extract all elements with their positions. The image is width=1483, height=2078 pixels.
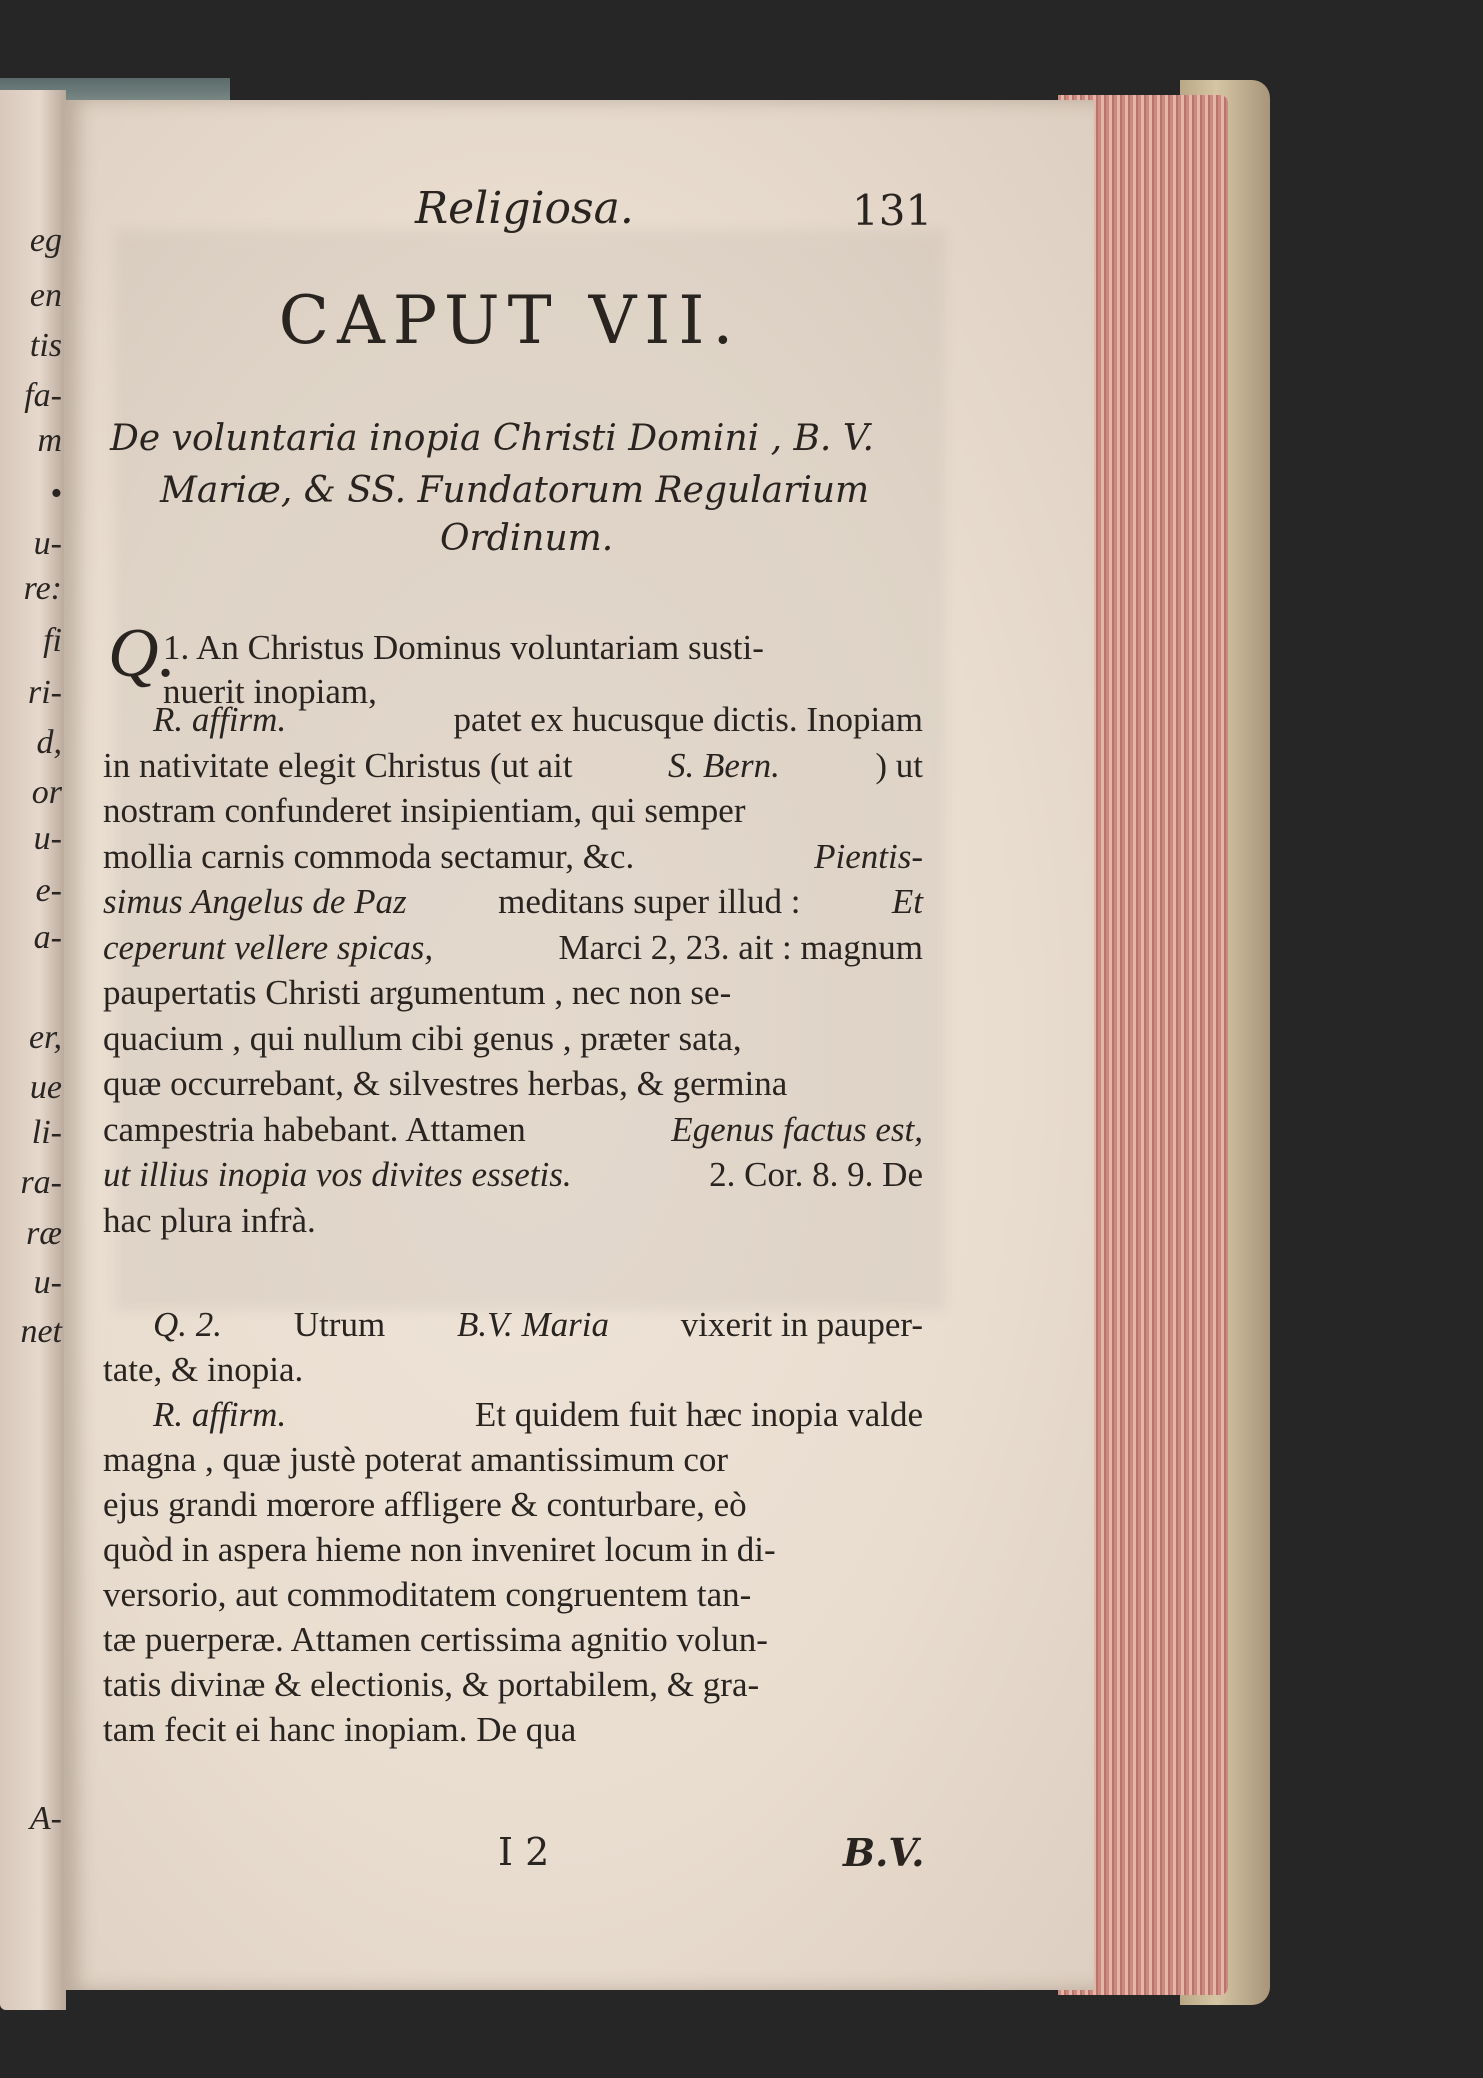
left-page-fragment: •: [50, 475, 62, 512]
left-page-fragment: li-: [31, 1114, 62, 1151]
text-segment: hac plura infrà.: [103, 1200, 316, 1240]
text-segment: ) ut: [875, 745, 923, 785]
left-page-fragment: u-: [33, 820, 62, 857]
left-page-fragment: ræ: [26, 1215, 62, 1252]
text-segment: tatis divinæ & electionis, & portabilem, & gra-: [103, 1665, 760, 1704]
text-line: [103, 1710, 923, 1750]
text-line: [153, 1305, 923, 1345]
text-line: [103, 837, 923, 877]
text-segment: tæ puerperæ. Attamen certissima agnitio volun-: [103, 1620, 768, 1659]
italic-text: Q. 2.: [153, 1305, 223, 1344]
text-segment: in nativitate elegit Christus (ut ait: [103, 745, 573, 785]
left-page-fragment: eg: [29, 222, 62, 259]
text-segment: campestria habebant. Attamen: [103, 1109, 526, 1149]
text-segment: Marci 2, 23. ait : magnum: [558, 927, 923, 967]
left-page-edge: [0, 90, 66, 2010]
text-line: [103, 1110, 923, 1150]
text-line: [103, 746, 923, 786]
page-number: 131: [852, 186, 933, 235]
chapter-subtitle-line: Mariæ, & SS. Fundatorum Regularium: [160, 470, 870, 511]
chapter-subtitle-line: De voluntaria inopia Christi Domini , B. V.: [110, 418, 874, 459]
italic-text: Pientis-: [814, 836, 923, 876]
text-segment: Utrum: [293, 1305, 386, 1344]
text-line: [153, 700, 923, 740]
text-segment: quæ occurrebant, & silvestres herbas, & germina: [103, 1064, 788, 1103]
text-segment: 2. Cor. 8. 9. De: [709, 1155, 923, 1194]
italic-text: simus Angelus de Paz: [103, 882, 407, 921]
text-line: [103, 1620, 923, 1660]
left-page-fragment: en: [29, 277, 62, 314]
italic-text: ceperunt vellere spicas,: [103, 927, 434, 967]
text-line: [103, 1350, 923, 1390]
left-page-fragment: net: [20, 1313, 62, 1350]
text-segment: patet ex hucusque dictis. Inopiam: [453, 700, 923, 739]
text-segment: Et quidem fuit hæc inopia valde: [474, 1395, 923, 1434]
chapter-subtitle-line: Ordinum.: [440, 518, 614, 559]
text-line: [163, 628, 923, 668]
text-line: [153, 1395, 923, 1435]
left-page-fragment: ue: [29, 1069, 62, 1106]
text-line: [103, 1155, 923, 1195]
left-page-fragment: ri-: [28, 674, 62, 711]
left-page-fragment: m: [37, 422, 62, 459]
text-segment: meditans super illud :: [498, 882, 801, 921]
italic-text: B.V. Maria: [456, 1305, 609, 1344]
text-line: [103, 1530, 923, 1570]
left-page-fragment: A-: [29, 1800, 62, 1837]
text-segment: nuerit inopiam,: [163, 672, 377, 711]
left-page-fragment: re:: [23, 570, 62, 607]
text-line: [103, 1575, 923, 1615]
text-segment: nostram confunderet insipientiam, qui semper: [103, 791, 746, 830]
text-segment: paupertatis Christi argumentum , nec non se-: [103, 973, 732, 1012]
left-page-fragment: ra-: [20, 1164, 62, 1201]
text-line: [103, 791, 923, 831]
chapter-title: CAPUT VII.: [278, 282, 742, 359]
italic-text: Et: [891, 882, 923, 921]
left-page-fragment: u-: [33, 525, 62, 562]
text-line: [103, 882, 923, 922]
left-page-fragment: a-: [33, 919, 62, 956]
italic-text: R. affirm.: [153, 1395, 287, 1434]
text-segment: tam fecit ei hanc inopiam. De qua: [103, 1710, 577, 1749]
catchword: B.V.: [843, 1830, 925, 1875]
text-segment: quòd in aspera hieme non inveniret locum in di-: [103, 1530, 776, 1569]
text-line: [103, 928, 923, 968]
text-segment: tate, & inopia.: [103, 1350, 304, 1389]
text-line: [103, 1485, 923, 1525]
text-line: [103, 1665, 923, 1705]
text-line: [103, 1201, 923, 1241]
italic-text: ut illius inopia vos divites essetis.: [103, 1155, 572, 1194]
signature-mark: I 2: [498, 1830, 550, 1874]
left-page-fragment: fa-: [24, 377, 62, 414]
text-segment: ejus grandi mœrore affligere & conturbare, eò: [103, 1485, 747, 1524]
left-page-fragment: e-: [35, 872, 62, 909]
text-segment: versorio, aut commoditatem congruentem tan-: [103, 1575, 752, 1614]
left-page-fragment: u-: [33, 1264, 62, 1301]
text-segment: 1. An Christus Dominus voluntariam susti-: [163, 628, 764, 667]
left-page-fragment: tis: [29, 327, 62, 364]
left-page-fragment: d,: [36, 724, 62, 761]
text-segment: mollia carnis commoda sectamur, &c.: [103, 836, 635, 876]
text-line: [103, 1064, 923, 1104]
italic-text: R. affirm.: [153, 700, 287, 739]
running-title: Religiosa.: [415, 183, 634, 234]
text-line: [103, 1440, 923, 1480]
text-segment: magna , quæ justè poterat amantissimum cor: [103, 1440, 729, 1479]
left-page-fragment: fi: [43, 622, 62, 659]
text-line: [103, 1019, 923, 1059]
initial-letter: Q.: [108, 615, 177, 692]
text-line: [103, 973, 923, 1013]
italic-text: Egenus factus est,: [671, 1109, 923, 1149]
text-segment: vixerit in pauper-: [680, 1305, 923, 1344]
left-page-fragment: er,: [28, 1019, 62, 1056]
italic-text: S. Bern.: [668, 745, 780, 785]
text-segment: quacium , qui nullum cibi genus , præter sata,: [103, 1018, 742, 1058]
left-page-fragment: or: [31, 774, 62, 811]
